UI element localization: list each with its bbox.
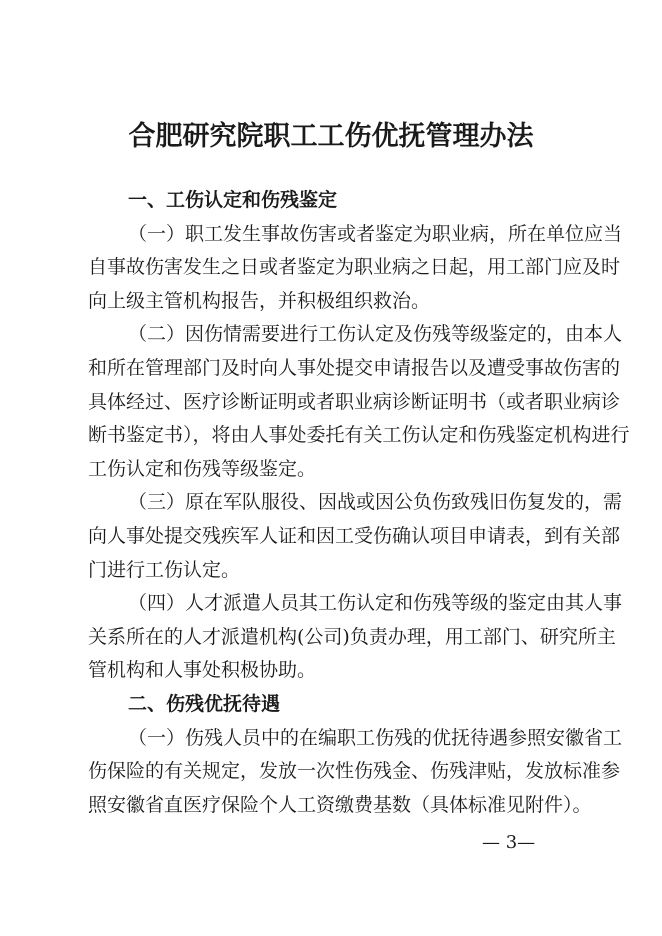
paragraph-line: （三）原在军队服役、因战或因公负伤致残旧伤复发的，需 bbox=[128, 491, 623, 514]
paragraph-line: （四）人才派遣人员其工伤认定和伤残等级的鉴定由其人事 bbox=[128, 592, 623, 615]
paragraph-line: 照安徽省直医疗保险个人工资缴费基数（具体标准见附件）。 bbox=[88, 793, 592, 816]
paragraph-line: 工伤认定和伤残等级鉴定。 bbox=[88, 457, 317, 480]
paragraph-line: （一）职工发生事故伤害或者鉴定为职业病，所在单位应当 bbox=[128, 222, 623, 245]
paragraph-line: 伤保险的有关规定，发放一次性伤残金、伤残津贴，发放标准参 bbox=[88, 760, 621, 783]
paragraph-line: （二）因伤情需要进行工伤认定及伤残等级鉴定的，由本人 bbox=[128, 323, 623, 346]
document-body bbox=[88, 184, 630, 822]
paragraph-line: 管机构和人事处积极协助。 bbox=[88, 659, 317, 682]
paragraph-line: 自事故伤害发生之日或者鉴定为职业病之日起，用工部门应及时 bbox=[88, 256, 621, 279]
paragraph-line: （一）伤残人员中的在编职工伤残的优抚待遇参照安徽省工 bbox=[128, 726, 623, 749]
page-number: — 3— bbox=[482, 832, 536, 853]
paragraph-line: 断书鉴定书），将由人事处委托有关工伤认定和伤残鉴定机构进行 bbox=[88, 424, 630, 447]
paragraph-line: 具体经过、医疗诊断证明或者职业病诊断证明书（或者职业病诊 bbox=[88, 390, 621, 413]
paragraph-line: 向上级主管机构报告，并积极组织救治。 bbox=[88, 289, 431, 312]
paragraph-line: 门进行工伤认定。 bbox=[88, 558, 241, 581]
paragraph-line: 向人事处提交残疾军人证和因工受伤确认项目申请表，到有关部 bbox=[88, 524, 621, 547]
paragraph-line: 关系所在的人才派遣机构(公司)负责办理，用工部门、研究所主 bbox=[88, 625, 616, 648]
section-heading: 一、工伤认定和伤残鉴定 bbox=[128, 189, 338, 211]
document-title: 合肥研究院职工工伤优抚管理办法 bbox=[128, 121, 534, 152]
paragraph-line: 和所在管理部门及时向人事处提交申请报告以及遭受事故伤害的 bbox=[88, 356, 621, 379]
section-heading: 二、伤残优抚待遇 bbox=[128, 692, 281, 715]
